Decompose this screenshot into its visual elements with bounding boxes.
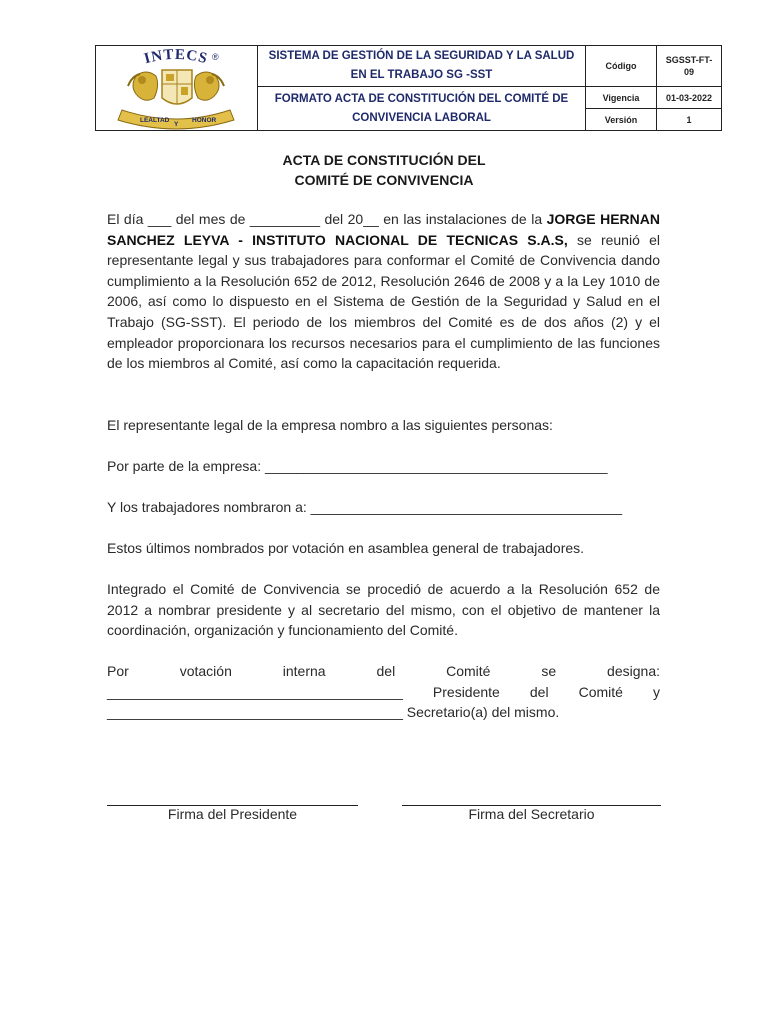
vigencia-value: 01-03-2022: [665, 92, 713, 103]
intecs-crest-icon: [96, 46, 256, 130]
vigencia-row: [586, 87, 721, 109]
company-name: JORGE HERNAN SANCHEZ LEYVA - INSTITUTO NACIONAL DE TECNICAS S.A.S,: [107, 211, 660, 248]
field-worker-members: Y los trabajadores nombraron a: ________________________________________: [107, 499, 623, 515]
header-title-cell: [258, 46, 586, 130]
intro-end: se reunió el representante legal y sus trabajadores para conformar el Comité de Convivencia dando cumplimiento a la Resolución 652 de 2012, Resolución 2646 de 2008 y a la Ley 1010 de 2006, así como lo dispuesto en el Sistema de Gestión de la Seguridad y Salud en el Trabajo (SG-SST). El periodo de los miembros del Comité es de dos años (2) y el empleador proporcionara los recursos necesarios para el cumplimiento de las funciones de los miembros al Comité, así como la capacitación requerida.: [107, 231, 660, 372]
paragraph-designation: Por votación interna del Comité se designa: ______________________________________ Presidente del Comité y ______________________________________ Secretario(a) del mismo.: [107, 663, 660, 721]
secretary-signature-label: Firma del Secretario: [468, 806, 595, 822]
vigencia-label: Vigencia: [586, 87, 657, 108]
codigo-label: Código: [586, 46, 657, 86]
logo-brand-text: INTECS: [142, 46, 210, 68]
header-format-title: FORMATO ACTA DE CONSTITUCIÓN DEL COMITÉ DE CONVIVENCIA LABORAL: [274, 92, 569, 124]
intro-start: El día ___ del mes de _________ del 20__ en las instalaciones de la: [107, 211, 547, 227]
logo-ribbon-left: LEALTAD: [140, 117, 170, 124]
paragraph-representative: El representante legal de la empresa nombro a las siguientes personas:: [107, 417, 553, 433]
paragraph-intro: [107, 209, 660, 374]
version-value: 1: [686, 114, 692, 125]
document-title-line1: ACTA DE CONSTITUCIÓN DEL: [282, 152, 486, 168]
logo-ribbon-right: HONOR: [192, 117, 217, 124]
document-title: [0, 150, 768, 190]
company-logo: [96, 46, 258, 130]
codigo-value: SGSST-FT-09: [665, 55, 713, 77]
document-title-line2: COMITÉ DE CONVIVENCIA: [294, 172, 474, 188]
logo-ribbon-center: Y: [174, 121, 179, 128]
paragraph-integration: Integrado el Comité de Convivencia se procedió de acuerdo a la Resolución 652 de 2012 a nombrar presidente y al secretario del mismo, con el objetivo de mantener la coordinación, organización y funcionamiento del Comité.: [107, 581, 660, 639]
logo-registered-mark: ®: [212, 52, 219, 62]
field-company-members: Por parte de la empresa: ____________________________________________: [107, 458, 608, 474]
header-metadata: [586, 46, 721, 130]
paragraph-election: Estos últimos nombrados por votación en asamblea general de trabajadores.: [107, 540, 585, 556]
svg-text:INTECS: [142, 47, 209, 67]
president-signature-label: Firma del Presidente: [167, 806, 298, 822]
version-row: [586, 109, 721, 130]
header-system-title: SISTEMA DE GESTIÓN DE LA SEGURIDAD Y LA SALUD EN EL TRABAJO SG -SST: [258, 46, 585, 87]
codigo-row: [586, 46, 721, 87]
version-label: Versión: [586, 109, 657, 130]
document-header-table: [95, 45, 722, 131]
